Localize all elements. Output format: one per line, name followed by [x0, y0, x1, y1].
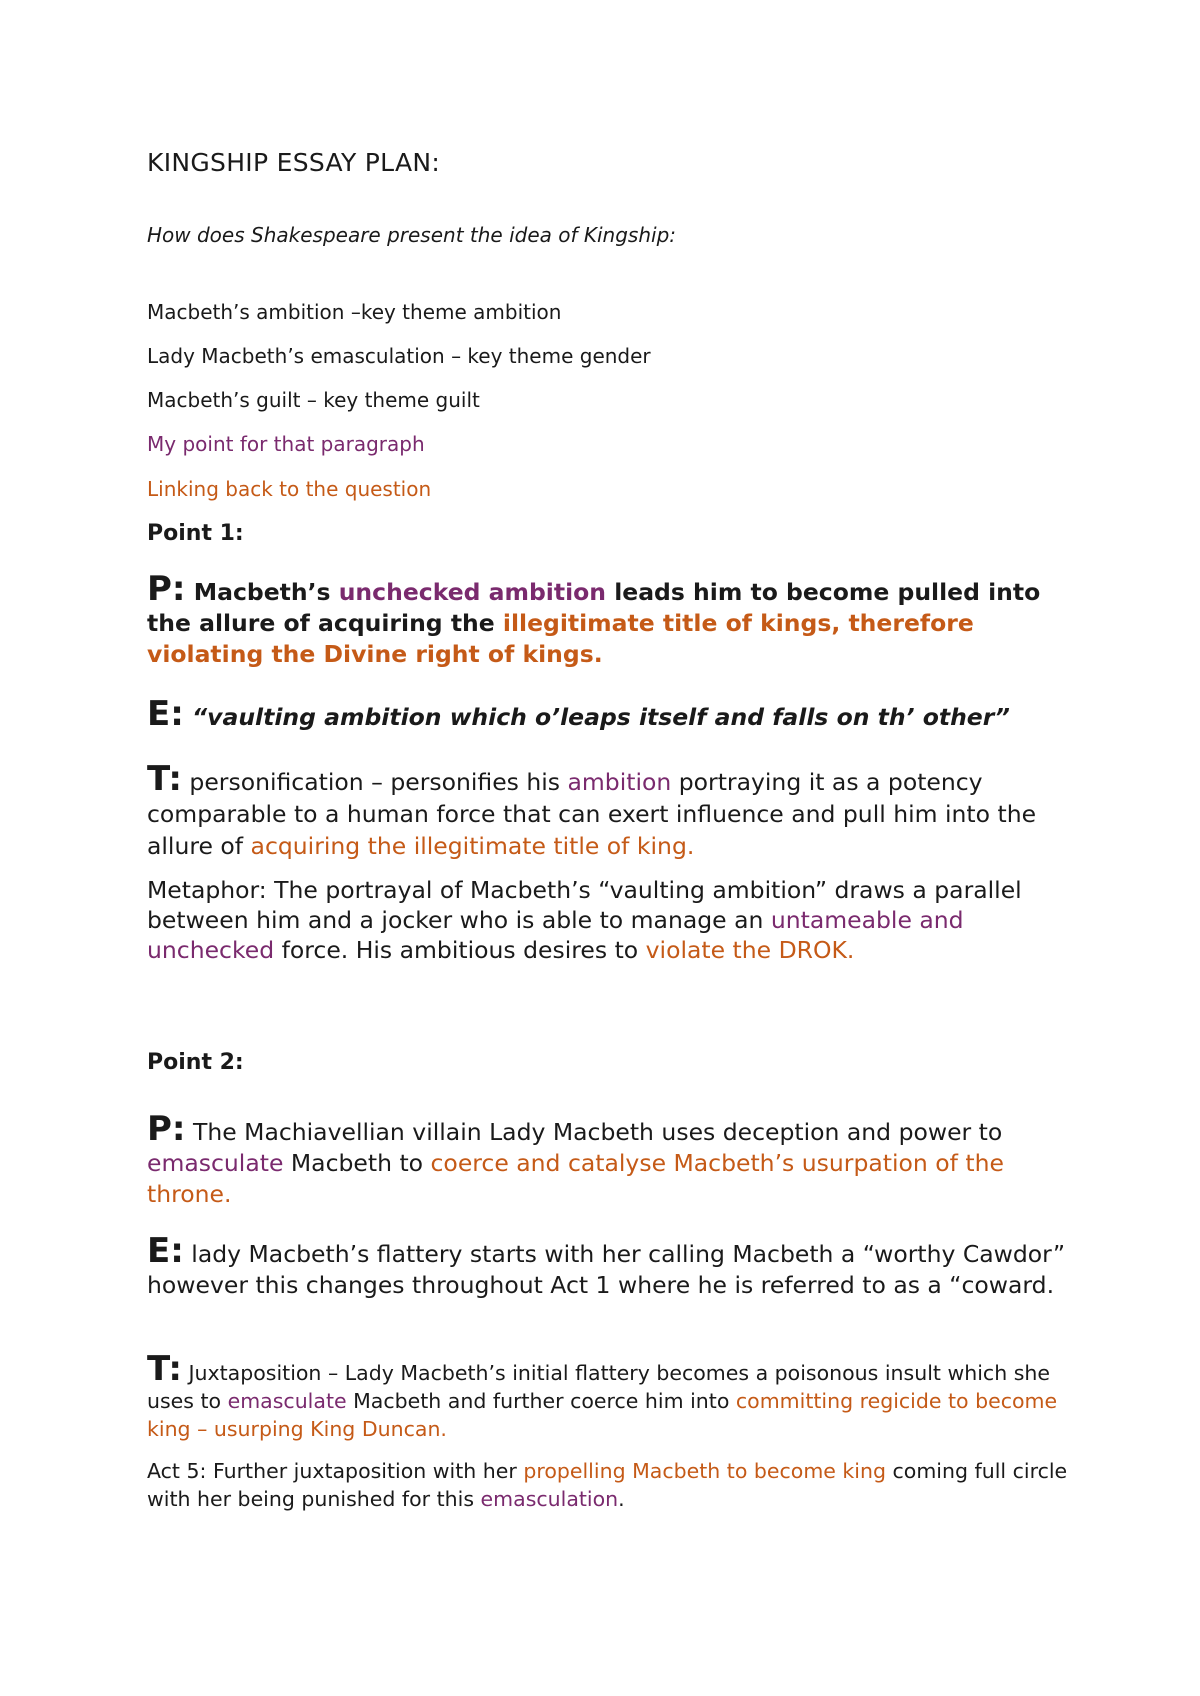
- p-letter: P:: [147, 569, 186, 609]
- highlight-orange: illegitimate title of kings, therefore violating the Divine right of kings.: [147, 609, 974, 668]
- text-run: lady Macbeth’s flattery starts with her calling Macbeth a “worthy Cawdor” however this changes throughout Act 1 where he is referred to as a “coward.: [147, 1240, 1066, 1299]
- point-1-t-paragraph: [147, 759, 1077, 862]
- theme-item-ambition: Macbeth’s ambition –key theme ambition: [147, 300, 562, 324]
- highlight-purple: untameable and unchecked: [147, 906, 964, 964]
- text-run: personification – personifies his: [181, 768, 568, 796]
- point-1-metaphor-paragraph: [147, 875, 1077, 965]
- highlight-purple: emasculation: [480, 1487, 619, 1511]
- text-run: The Machiavellian villain Lady Macbeth uses deception and power to: [185, 1118, 1003, 1146]
- point-2-t-paragraph: [147, 1349, 1077, 1443]
- highlight-purple: emasculate: [147, 1149, 284, 1177]
- highlight-orange: committing regicide to become king – usurping King Duncan.: [147, 1389, 1058, 1441]
- text-run: Juxtaposition – Lady Macbeth’s initial flattery becomes a poisonous insult which she uses to: [147, 1361, 1050, 1413]
- text-run: coming full circle with her being punished for this: [147, 1459, 1068, 1511]
- highlight-orange: coerce and catalyse Macbeth’s usurpation of the throne.: [147, 1149, 1004, 1208]
- point-2-heading: Point 2:: [147, 1050, 244, 1075]
- highlight-purple: ambition: [567, 768, 672, 796]
- text-run: Macbeth and further coerce him into: [346, 1389, 736, 1413]
- text-run: Macbeth to: [283, 1149, 431, 1177]
- key-purple-label: My point for that paragraph: [147, 432, 425, 456]
- t-letter: T:: [147, 1349, 182, 1389]
- text-run: Macbeth’s: [185, 578, 339, 606]
- highlight-orange: propelling Macbeth to become king: [523, 1459, 886, 1483]
- theme-item-gender: Lady Macbeth’s emasculation – key theme gender: [147, 344, 651, 368]
- theme-item-guilt: Macbeth’s guilt – key theme guilt: [147, 388, 480, 412]
- essay-question: How does Shakespeare present the idea of Kingship:: [147, 223, 677, 247]
- point-1-p-paragraph: [147, 569, 1077, 670]
- highlight-orange: acquiring the illegitimate title of king.: [250, 832, 695, 860]
- point-1-heading: Point 1:: [147, 521, 244, 546]
- t-letter: T:: [147, 759, 182, 799]
- point-2-p-paragraph: [147, 1109, 1077, 1210]
- point-1-e-paragraph: [147, 694, 1077, 734]
- evidence-quote: “vaulting ambition which o’leaps itself and falls on th’ other”: [183, 703, 1010, 731]
- highlight-orange: violate the DROK.: [645, 936, 855, 964]
- p-letter: P:: [147, 1109, 186, 1149]
- highlight-purple: unchecked ambition: [338, 578, 607, 606]
- highlight-purple: emasculate: [227, 1389, 347, 1413]
- key-orange-label: Linking back to the question: [147, 477, 432, 501]
- point-2-e-paragraph: [147, 1231, 1077, 1301]
- text-run: Act 5: Further juxtaposition with her: [147, 1459, 524, 1483]
- text-run: portraying it as a potency comparable to a human force that can exert influence and pull him into the allure of: [147, 768, 1037, 860]
- text-run: .: [618, 1487, 625, 1511]
- text-run: leads him to become pulled into the allure of acquiring the: [147, 578, 1041, 637]
- text-run: Metaphor: The portrayal of Macbeth’s “vaulting ambition” draws a parallel between him and a jocker who is able to manage an: [147, 876, 1022, 934]
- text-run: force. His ambitious desires to: [274, 936, 646, 964]
- point-2-act5-paragraph: [147, 1457, 1077, 1513]
- e-letter: E:: [147, 1231, 184, 1271]
- page-title: KINGSHIP ESSAY PLAN:: [147, 148, 441, 177]
- e-letter: E:: [147, 694, 184, 734]
